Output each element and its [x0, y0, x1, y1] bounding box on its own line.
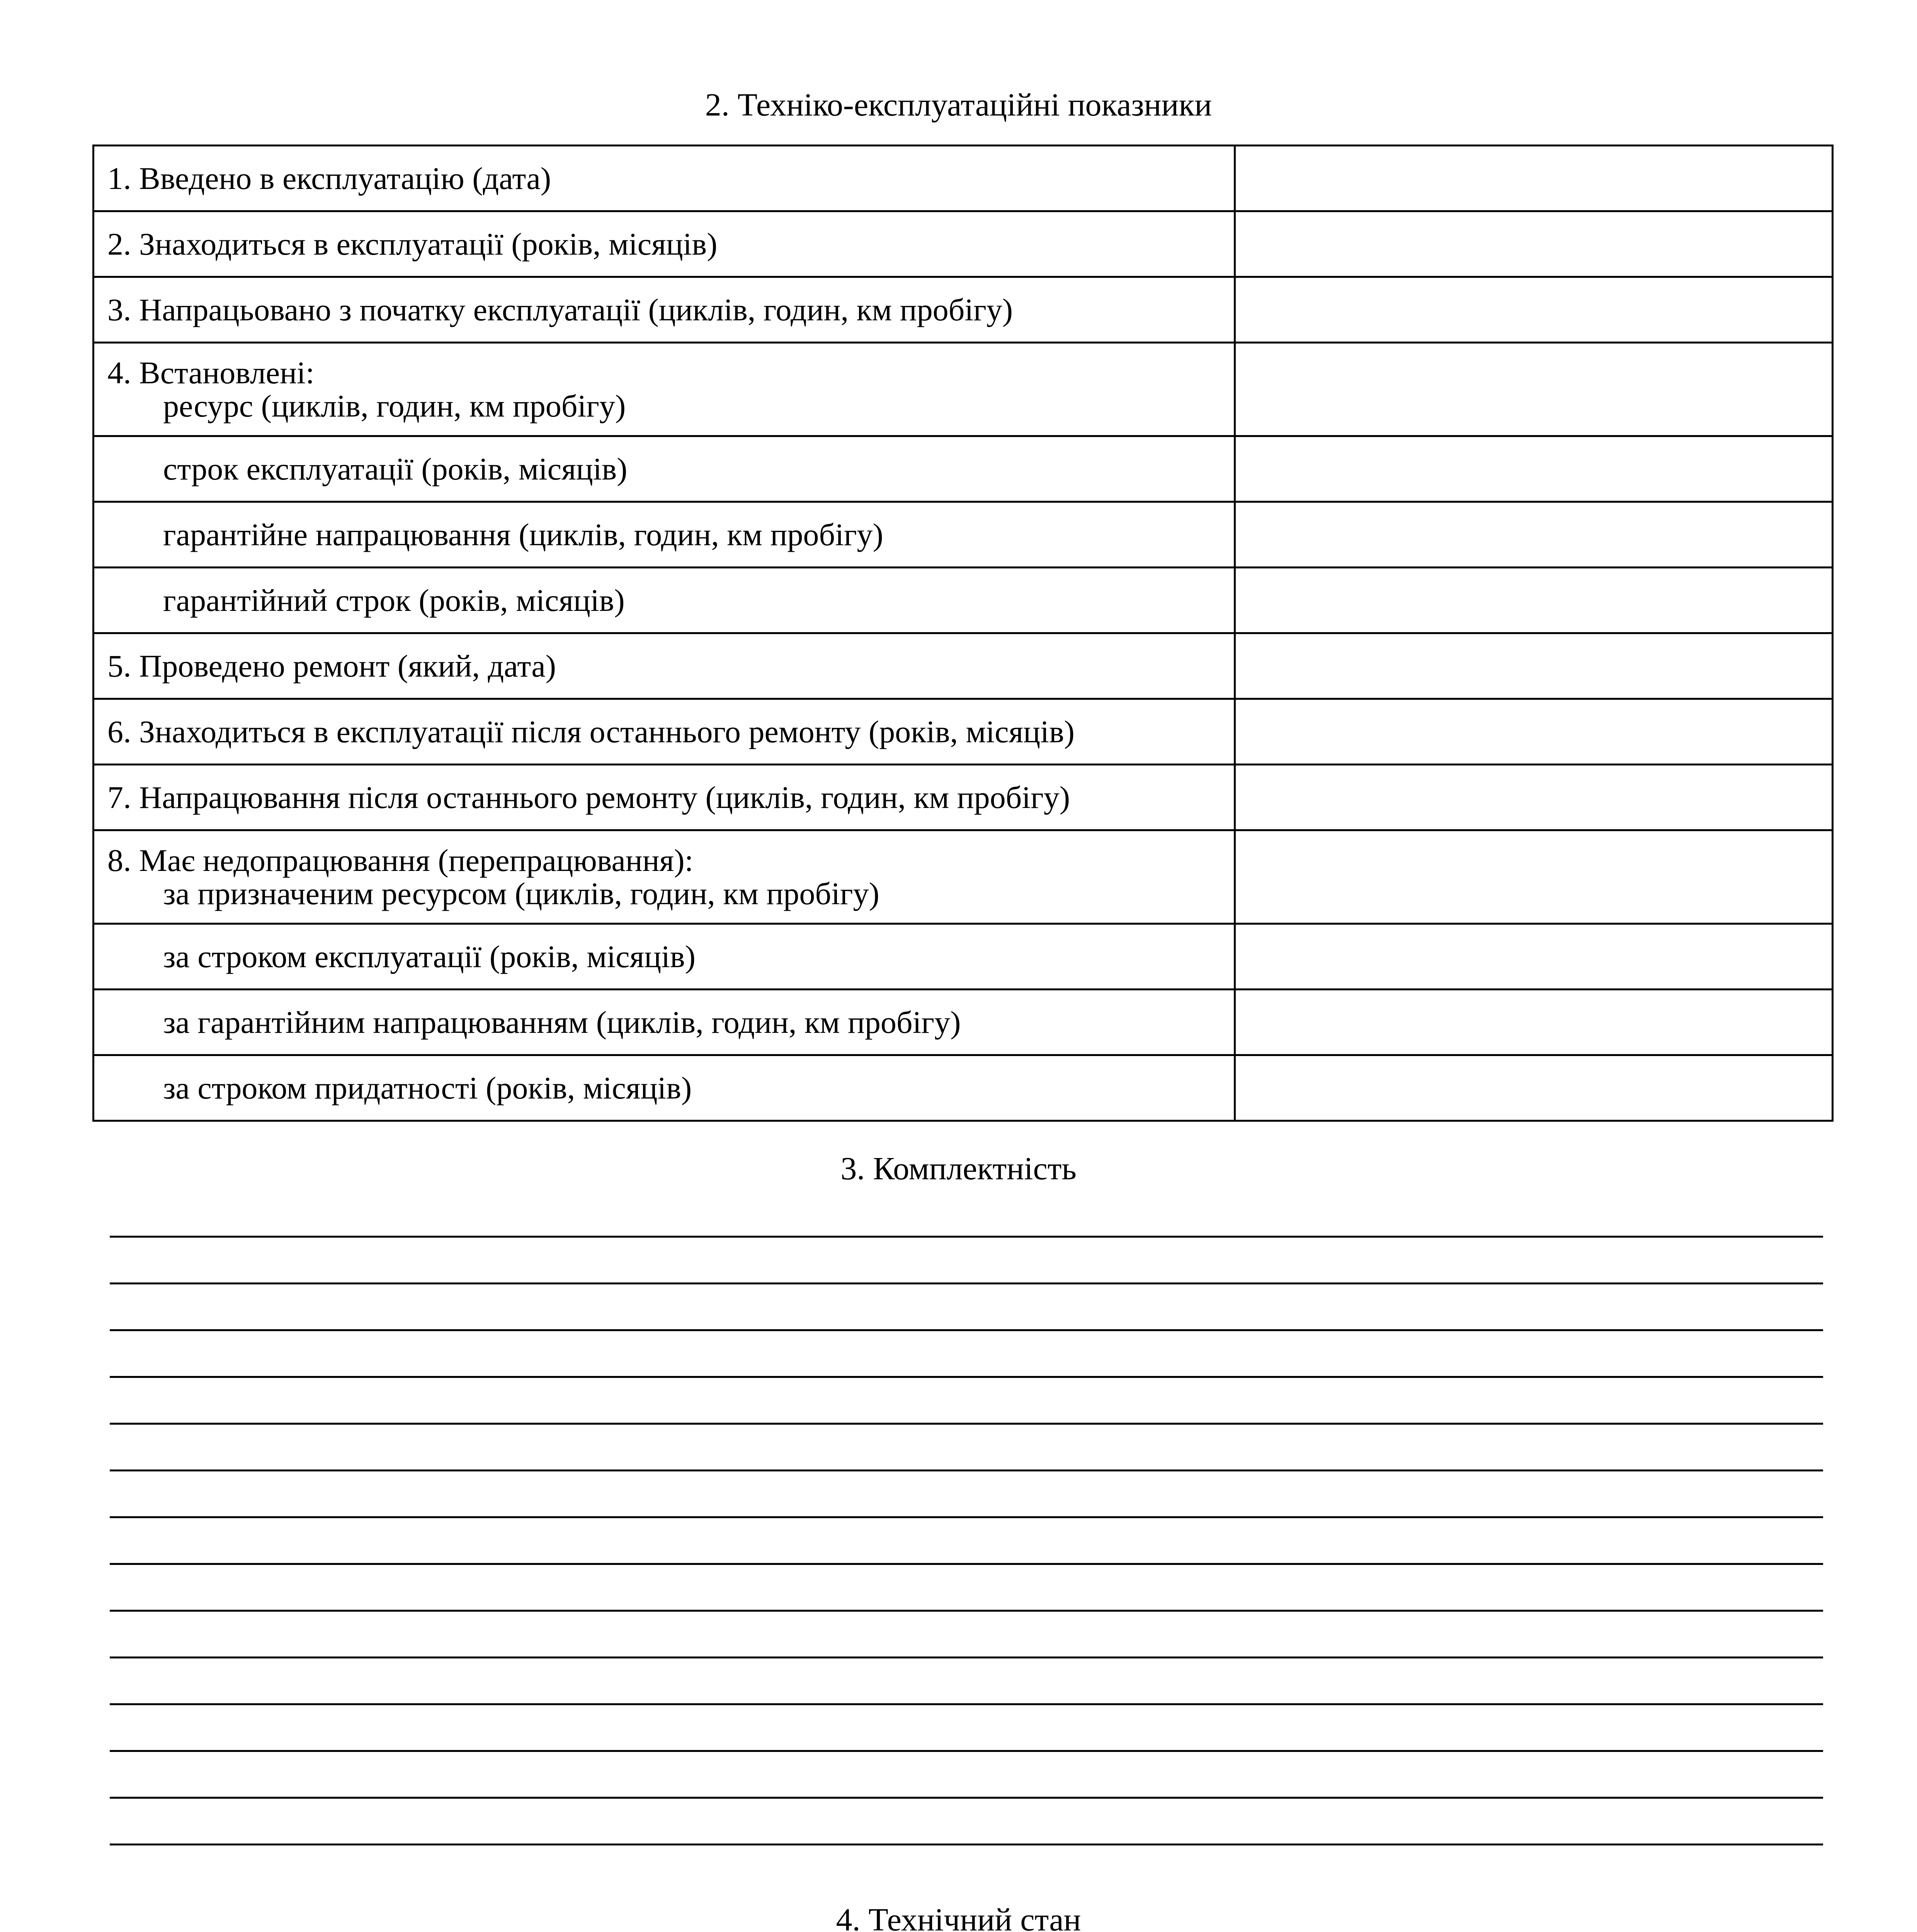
spec-row [94, 436, 1833, 502]
spec-value-field[interactable] [1235, 699, 1833, 765]
completeness-writing-lines[interactable] [110, 1236, 1823, 1845]
spec-label: 2. Знаходиться в експлуатації (років, місяців) [107, 226, 718, 262]
section-title-specs: 2. Техніко-експлуатаційні показники [705, 87, 1212, 123]
completeness-line [110, 1750, 1823, 1752]
spec-label-cell [94, 277, 1235, 343]
section-title-technical-state: 4. Технічний стан [836, 1902, 1081, 1932]
completeness-line [110, 1469, 1823, 1471]
spec-row [94, 568, 1833, 633]
spec-label: 7. Напрацювання після останнього ремонту (циклів, годин, км пробігу) [107, 779, 1070, 815]
spec-value-field[interactable] [1235, 924, 1833, 990]
spec-row [94, 633, 1833, 699]
spec-value-field[interactable] [1235, 1055, 1833, 1121]
completeness-line [110, 1282, 1823, 1284]
spec-row [94, 830, 1833, 924]
specs-table-wrapper [0, 145, 1917, 1122]
spec-label: 3. Напрацьовано з початку експлуатації (циклів, годин, км пробігу) [107, 292, 1013, 327]
spec-label-cell [94, 699, 1235, 765]
spec-sublabel: гарантійне напрацювання (циклів, годин, км пробігу) [163, 517, 883, 552]
spec-value-field[interactable] [1235, 211, 1833, 277]
spec-value-field[interactable] [1235, 765, 1833, 830]
completeness-line [110, 1329, 1823, 1331]
completeness-line [110, 1610, 1823, 1612]
spec-value-field[interactable] [1235, 830, 1833, 924]
spec-row [94, 765, 1833, 830]
spec-row [94, 343, 1833, 436]
spec-label-cell [94, 830, 1235, 924]
spec-label-cell [94, 568, 1235, 633]
spec-label-cell [94, 211, 1235, 277]
spec-row [94, 502, 1833, 568]
spec-label-cell [94, 146, 1235, 211]
spec-row [94, 924, 1833, 990]
spec-label-cell [94, 633, 1235, 699]
spec-row [94, 146, 1833, 211]
spec-label-cell [94, 436, 1235, 502]
spec-sublabel: за строком придатності (років, місяців) [163, 1070, 692, 1105]
spec-row [94, 990, 1833, 1055]
spec-label-cell [94, 1055, 1235, 1121]
spec-sublabel: ресурс (циклів, годин, км пробігу) [163, 388, 626, 423]
spec-value-field[interactable] [1235, 146, 1833, 211]
completeness-line [110, 1563, 1823, 1565]
spec-label-cell [94, 990, 1235, 1055]
completeness-line [110, 1703, 1823, 1705]
spec-value-field[interactable] [1235, 990, 1833, 1055]
completeness-line [110, 1516, 1823, 1518]
completeness-line [110, 1797, 1823, 1799]
spec-label-cell [94, 924, 1235, 990]
completeness-line [110, 1844, 1823, 1845]
specs-table [92, 145, 1834, 1122]
spec-sublabel: за призначеним ресурсом (циклів, годин, км пробігу) [163, 876, 879, 911]
spec-label-cell [94, 765, 1235, 830]
spec-value-field[interactable] [1235, 502, 1833, 568]
completeness-line [110, 1236, 1823, 1238]
section-title-completeness: 3. Комплектність [840, 1151, 1077, 1187]
completeness-line [110, 1656, 1823, 1658]
spec-value-field[interactable] [1235, 343, 1833, 436]
spec-row [94, 277, 1833, 343]
spec-row [94, 211, 1833, 277]
spec-row [94, 699, 1833, 765]
spec-value-field[interactable] [1235, 436, 1833, 502]
spec-sublabel: гарантійний строк (років, місяців) [163, 582, 625, 618]
spec-label: 4. Встановлені: [107, 355, 315, 390]
spec-label: 1. Введено в експлуатацію (дата) [107, 160, 551, 196]
spec-sublabel: строк експлуатації (років, місяців) [163, 451, 628, 486]
spec-value-field[interactable] [1235, 277, 1833, 343]
spec-label-cell [94, 502, 1235, 568]
spec-value-field[interactable] [1235, 633, 1833, 699]
spec-sublabel: за строком експлуатації (років, місяців) [163, 939, 696, 974]
completeness-line [110, 1423, 1823, 1425]
spec-row [94, 1055, 1833, 1121]
spec-value-field[interactable] [1235, 568, 1833, 633]
spec-label: 8. Має недопрацювання (перепрацювання): [107, 842, 694, 878]
spec-sublabel: за гарантійним напрацюванням (циклів, годин, км пробігу) [163, 1004, 961, 1040]
spec-label-cell [94, 343, 1235, 436]
spec-label: 6. Знаходиться в експлуатації після останнього ремонту (років, місяців) [107, 714, 1075, 749]
completeness-line [110, 1376, 1823, 1378]
spec-label: 5. Проведено ремонт (який, дата) [107, 648, 556, 684]
